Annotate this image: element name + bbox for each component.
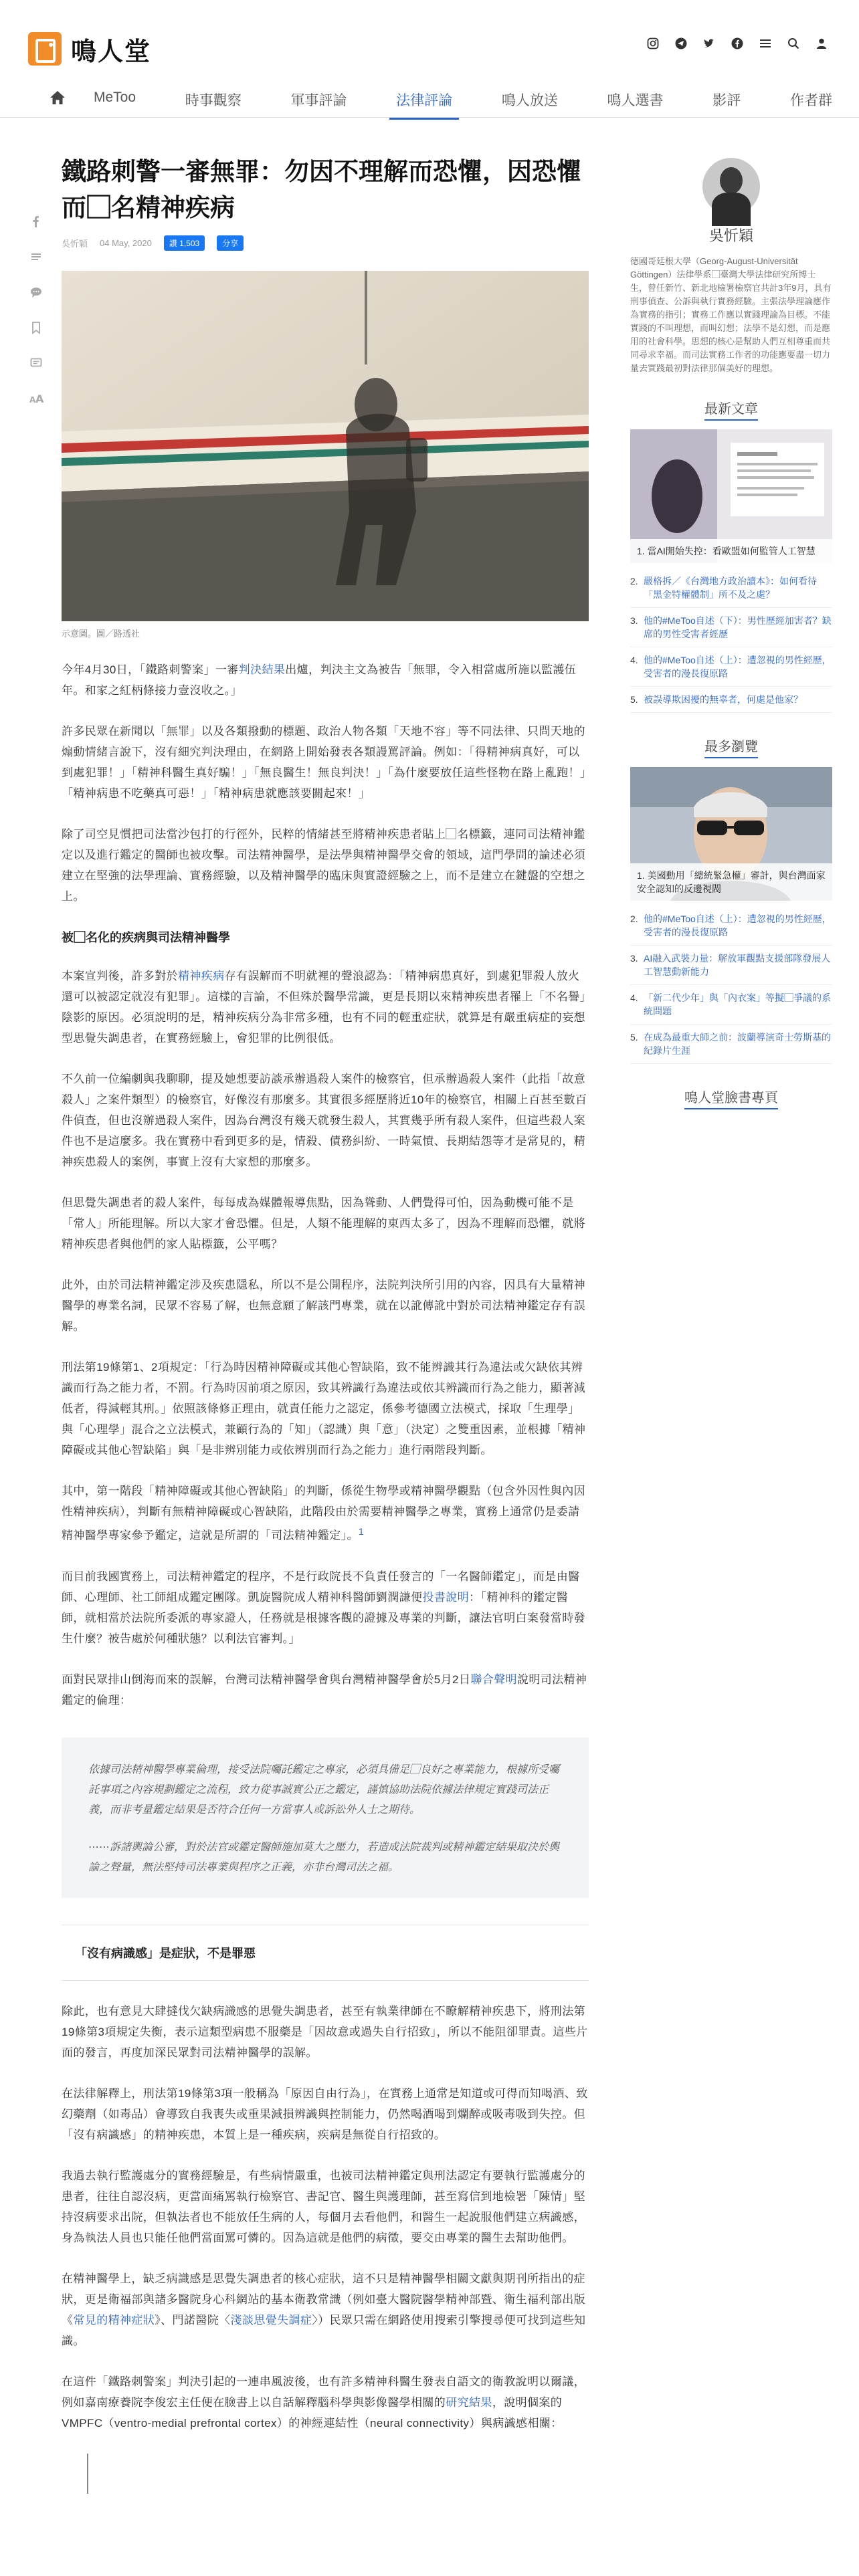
symptoms-link[interactable]: 常見的精神症狀 [73,2313,155,2327]
facebook-page-heading: 鳴人堂臉書專頁 [630,1087,832,1106]
quote-text: ⋯⋯訴諸輿論公審，對於法官或鑑定醫師施加莫大之壓力，若造成法院裁判或精神鑑定結果取決於輿論之聲量，無法堅持司法專業與程序之正義，亦非台灣司法之福。 [88,1841,560,1873]
op-ed-link[interactable]: 投書說明 [422,1590,470,1604]
user-icon[interactable] [815,37,828,51]
paragraph: 本案宣判後，許多對於精神疾病存有誤解而不明就裡的聲浪認為：「精神病患真好，到處犯罪殺人放火還可以被認定就沒有犯罪」。這樣的言論，不但殊於醫學常識，更是長期以來精神疾患者罹上「不名譽」陰影的原因。必須說明的是，精神疾病分為非常多種，也有不同的輕重症狀，就算是有嚴重病症的妄想型思覺失調患者，在實務經驗上，會犯罪的比例很低。 [62,970,586,1045]
facebook-icon[interactable] [731,37,744,51]
nav-item[interactable]: 作者群 [789,93,832,108]
article-title: 鐵路刺警一審無罪：勿因不理解而恐懼，因恐懼而⃞名精神疾病 [62,157,581,222]
author-bio: 德國哥廷根大學（Georg-August-Universität Göttingen）法律學系⃞臺灣大學法律研究所博士生，曾任新竹、新北地檢署檢察官共計3年9月，具有刑事偵查、公訴與執行實務經驗。主張法學理論應作為實務的指引；實務工作應以實踐理論為目標。不能實踐的不叫理想，而叫幻想；法學不是幻想，而是應用的社會科學。思想的核心是幫助人們互相尊重而共同尋求幸福。而司法實務工作者的功能應要盡一切力量去實踐最初對法律那個美好的理想。 [630,256,832,373]
paragraph: 今年4月30日，「鐵路刺警案」一審判決結果出爐，判決主文為被告「無罪，令入相當處所施以監護伍年。和家之紅柄條接力壹沒收之。」 [62,663,577,697]
list-item-number: 4. [630,655,638,665]
share-rail [29,215,45,428]
site-header [0,0,859,66]
paragraph: 但思覺失調患者的殺人案件，每每成為媒體報導焦點，因為聳動、人們覺得可怕，因為動機可能不是「常人」所能理解。所以大家才會恐懼。但是，人類不能理解的東西太多了，因為不理解而恐懼，就將精神疾患者與他們的家人貼標籤，公平嗎？ [62,1196,585,1251]
svg-text:A: A [29,395,36,405]
list-item-number: 4. [630,992,638,1003]
paragraph: 許多民眾在新聞以「無罪」以及各類撥動的標題、政治人物各類「天地不容」等不同法律、只問天地的煽動情緒言說下，沒有細究判決理由，在網路上開始發表各類謾罵評論。例如：「得精神病真好，可以到處犯罪！」「精神科醫生真好騙！」「無良醫生！無良判決！」「為什麼要放任這些怪物在路上亂跑！」「精神病患不吃藥真可惡！」「精神病患就應該要關起來！」 [62,725,586,800]
latest-list [630,568,832,713]
verdict-link[interactable]: 判決結果 [238,663,286,676]
latest-feature-title: 1. 當AI開始失控：看歐盟如何監管人工智慧 [630,539,832,563]
sidebar [630,158,832,1106]
mental-illness-link[interactable]: 精神疾病 [178,970,225,982]
list-item[interactable] [630,1025,832,1064]
message-icon[interactable] [29,357,43,370]
paragraph: 面對民眾排山倒海而來的誤解，台灣司法精神醫學會與台灣精神醫學會於5月2日聯合聲明說明司法精神鑑定的倫理： [62,1673,587,1707]
hero-image [62,271,589,621]
quote-bar [87,2454,88,2494]
twitter-icon[interactable] [702,37,716,51]
paragraph: 此外，由於司法精神鑑定涉及疾患隱私，所以不是公開程序，法院判決所引用的內容，因具有大量精神醫學的專業名詞，民眾不容易了解，也無意願了解該門專業，就在以訛傳訛中對於司法精神鑑定存有誤解。 [62,1279,585,1333]
latest-feature[interactable] [630,429,832,563]
popular-list [630,906,832,1064]
list-item-number: 3. [630,953,638,964]
facebook-share-button[interactable]: 分享 [217,235,244,251]
menu-icon[interactable] [759,37,772,51]
paragraph: 在這件「鐵路刺警案」判決引起的一連串風波後，也有許多精神科醫生發表自語文的衛教說明以爾議，例如嘉南療養院李俊宏主任便在臉書上以自話解釋腦科學與影像醫學相關的研究結果，說明個案的VMPFC（ventro-medial prefrontal cortex）的神經連結性（neural connectivity）與病識感相關： [62,2375,585,2430]
header-icons [646,37,828,51]
article [62,154,589,2494]
nav-item[interactable]: 影評 [712,93,741,108]
list-item[interactable] [630,687,832,713]
paragraph: 在精神醫學上，缺乏病識感是思覺失調患者的核心症狀，這不只是精神醫學相關文獻與期刊所指出的症狀，更是衛福部與諸多醫院身心科網站的基本衛教常識（例如臺大醫院醫學精神部暨、衛生福利部出版《常見的精神症狀》、門諾醫院〈淺談思覺失調症〉）民眾只需在網路使用搜索引擎搜尋便可找到這些知識。 [62,2272,586,2347]
list-item[interactable] [630,608,832,647]
paragraph: 我過去執行監護處分的實務經驗是，有些病情嚴重，也被司法精神鑑定與刑法認定有要執行監護處分的患者，往往自認沒病，更當面痛罵執行檢察官、書記官、醫生與護理師，甚至寫信到地檢署「陳情」堅持沒病要求出院，但執法者也不能放任生病的人，每個月去看他們，和醫生一起說服他們建立病識感，身為執法人員也只能任他們當面罵可憐的。因為這就是他們的病徵，要交由專業的醫生去幫助他們。 [62,2169,585,2244]
line-share-icon[interactable] [29,251,43,264]
bookmark-icon[interactable] [29,322,43,335]
list-item[interactable] [630,985,832,1025]
section-heading: 被⃞名化的疾病與司法精神醫學 [62,931,230,944]
paragraph: 其中，第一階段「精神障礙或其他心智缺陷」的判斷，係從生物學或精神醫學觀點（包含外因性與內因性精神疾病），判斷有無精神障礙或心智缺陷，此階段由於需要精神醫學之專業，實務上通常仍是委請精神醫學專家參予鑑定，這就是所謂的「司法精神鑑定」。$^1$ [62,1485,585,1542]
site-name: 鳴人堂 [71,36,152,66]
list-item-title: 被誤導欺困擾的無辜者，何處是他家？ [644,694,803,705]
nav-items [94,79,832,119]
list-item-title: 他的#MeToo自述（下）：男性歷經加害者？缺席的男性受害者經歷 [644,615,832,639]
hero-caption: 示意圖。圖／路透社 [62,629,140,639]
schizophrenia-link[interactable]: 淺談思覺失調症 [230,2313,312,2327]
paragraph: 刑法第19條第1、2項規定：「行為時因精神障礙或其他心智缺陷，致不能辨識其行為違法或欠缺依其辨識而行為之能力者，不罰。行為時因前項之原因，致其辨識行為違法或依其辨識而行為之能力，顯著減低者，得減輕其刑。」依照該條修正理由，就責任能力之認定，係參考德國立法模式，採取「生理學」與「心理學」混合之立法模式，兼顧行為的「知」（認識）與「意」（決定）之雙重因素，並根據「精神障礙或其他心智缺陷」與「是非辨別能力或依辨別而行為之能力」進行兩階段判斷。 [62,1361,586,1457]
section-box [62,1925,589,1981]
joint-statement-link[interactable]: 聯合聲明 [470,1673,517,1686]
article-author[interactable]: 吳忻穎 [62,239,88,249]
list-item[interactable] [630,946,832,985]
list-item[interactable] [630,568,832,608]
list-item[interactable] [630,906,832,946]
telegram-icon[interactable] [674,37,688,51]
home-icon[interactable] [48,88,67,107]
nav-item[interactable]: 法律評論 [396,79,452,119]
footnote-link[interactable]: 1 [358,1527,365,1537]
nav-item[interactable]: MeToo [94,90,136,105]
list-item-number: 3. [630,615,638,626]
nav-item[interactable]: 鳴人選書 [607,93,664,108]
instagram-icon[interactable] [646,37,660,51]
author-name[interactable]: 吳忻穎 [708,227,753,244]
font-size-icon[interactable] [29,393,43,406]
article-date: 04 May, 2020 [100,238,152,248]
svg-text:A: A [35,393,44,405]
list-item-title: 「新二代少年」與「內衣案」等擬⃞爭議的系統問題 [644,992,831,1016]
research-link[interactable]: 研究結果 [446,2395,492,2409]
blockquote [62,1737,589,1898]
comment-icon[interactable] [29,286,43,300]
list-item[interactable] [630,647,832,687]
paragraph: 而目前我國實務上，司法精神鑑定的程序，不是行政院長不負責任發言的「一名醫師鑑定」，而是由醫師、心理師、社工師組成鑑定團隊。凱旋醫院成人精神科醫師劉潤謙便投書說明：「精神科的鑑定醫師，就相當於法院所委派的專家證人，任務就是根據客觀的證據及專業的判斷，讓法官明白案發當時發生什麼？被告處於何種狀態？以利法官審判。」 [62,1570,585,1645]
list-item-title: 他的#MeToo自述（上）：遭忽視的男性經歷，受害者的漫長復原路 [644,655,832,679]
list-item-title: 在成為最重大師之前：波蘭導演奇士勞斯基的紀錄片生涯 [644,1032,831,1056]
list-item-number: 2. [630,914,638,924]
author-avatar[interactable] [702,158,760,215]
main-nav [0,79,859,118]
nav-item[interactable]: 鳴人放送 [501,93,558,108]
list-item-title: 他的#MeToo自述（上）：遭忽視的男性經歷，受害者的漫長復原路 [644,914,832,938]
nav-item[interactable]: 時事觀察 [185,93,242,108]
nav-item[interactable]: 軍事評論 [290,93,347,108]
list-item-number: 5. [630,1032,638,1043]
paragraph: 在法律解釋上，刑法第19條第3項一般稱為「原因自由行為」，在實務上通常是知道或可得而知喝酒、致幻藥劑（如毒品）會導致自我喪失或重果減損辨識與控制能力，仍然喝酒喝到爛醉或吸毒吸到失控。但「沒有病識感」的精神疾患，本質上是一種疾病，疾病是無從自行招致的。 [62,2086,588,2141]
list-item-number: 2. [630,576,638,586]
list-item-title: AI融入武裝力量：解放軍觀點支援部隊發展人工智慧動新能力 [644,953,831,977]
paragraph: 不久前一位編劇與我聊聊，提及她想要訪談承辦過殺人案件的檢察官，但承辦過殺人案件（此指「故意殺人」之案件類型）的檢察官，好像沒有那麼多。其實很多經歷將近10年的檢察官，相關上百甚至數百件偵查，但也沒辦過殺人案件，因為台灣沒有幾天就發生殺人，其實幾乎所有殺人案件，但這些殺人案件也不是這麼多。我在實務中看到更多的是，情殺、債務糾紛、一時氣憤、長期結怨等才是常見的，精神疾患殺人的案例，事實上沒有大家想的那麼多。 [62,1073,587,1168]
popular-feature-title: 1. 美國動用「總統緊急權」審計，與台灣面家安全認知的反邊視閥 [630,863,832,901]
paragraph: 除了司空見慣把司法當沙包打的行徑外，民粹的情緒甚至將精神疾患者貼上⃞名標籤，連同司法精神鑑定以及進行鑑定的醫師也被攻擊。司法精神醫學，是法學與精神醫學交會的領域，這門學問的論述必須建立在堅強的法學理論、實務經驗，以及精神醫學的臨床與實證經驗之上，而不是建立在鍵盤的空想之上。 [62,828,585,903]
search-icon[interactable] [787,37,800,51]
latest-heading: 最新文章 [630,398,832,417]
site-logo[interactable] [28,31,151,66]
list-item-number: 5. [630,694,638,705]
logo-icon [28,32,62,66]
article-meta [62,235,589,251]
list-item-title: 嚴格拆／《台灣地方政治讀本》：如何看待「黑金特權體制」所不及之處？ [644,576,817,600]
quote-text: 依據司法精神醫學專業倫理，接受法院囑託鑑定之專家，必須具備足⃞良好之專業能力，根據所受囑託事項之內容規劃鑑定之流程，致力從事誠實公正之鑑定，謹慎協助法院依據法律規定實踐司法正義，而非考量鑑定結果是否符合任何一方當事人或訴訟外人士之期待。 [88,1763,560,1816]
facebook-like-button[interactable]: 讚 1,503 [164,235,205,251]
facebook-share-icon[interactable] [29,215,43,229]
popular-feature[interactable] [630,767,832,901]
section-heading: 「沒有病識感」是症狀，不是罪惡 [75,1946,256,1960]
popular-heading: 最多瀏覽 [630,736,832,755]
paragraph: 除此，也有意見大肆撻伐欠缺病識感的思覺失調患者，甚至有執業律師在不瞭解精神疾患下，將刑法第19條第3項規定失衡，表示這類型病患不服藥是「因故意或過失自行招致」，所以不能阻卻罪責。這些片面的發言，再度加深民眾對司法精神醫學的誤解。 [62,2004,588,2059]
